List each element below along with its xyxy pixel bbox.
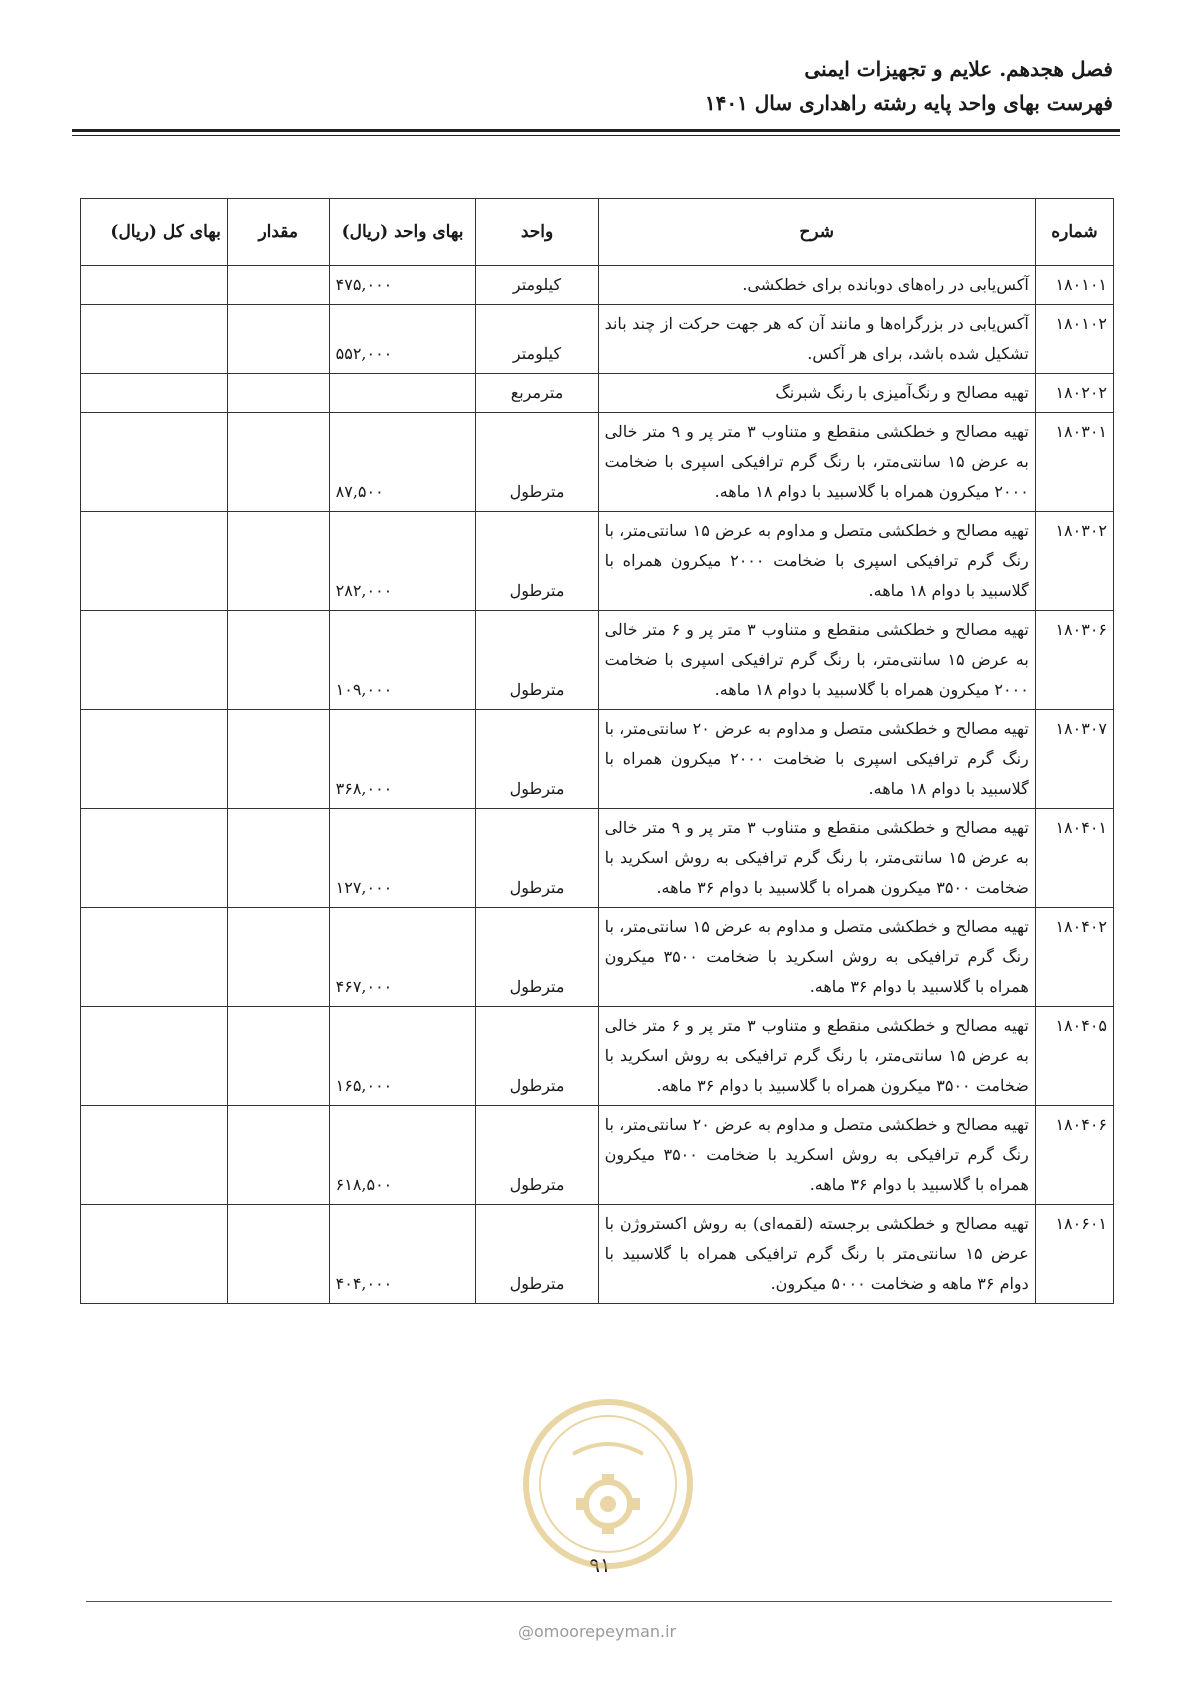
item-quantity bbox=[227, 908, 329, 1007]
item-description: تهیه مصالح و خطکشی منقطع و متناوب ۳ متر پر و ۶ متر خالی به عرض ۱۵ سانتی‌متر، با رنگ گرم ترافیکی به روش اسکرید با ضخامت ۳۵۰۰ میکرون همراه با گلاسبید با دوام ۳۶ ماهه. bbox=[598, 1007, 1035, 1106]
item-unit-price bbox=[329, 374, 476, 413]
item-unit-price: ۳۶۸,۰۰۰ bbox=[329, 710, 476, 809]
item-unit: مترمربع bbox=[476, 374, 598, 413]
item-total-price bbox=[81, 1205, 228, 1304]
item-unit-price: ۱۶۵,۰۰۰ bbox=[329, 1007, 476, 1106]
item-quantity bbox=[227, 611, 329, 710]
item-description: تهیه مصالح و خطکشی متصل و مداوم به عرض ۲۰ سانتی‌متر، با رنگ گرم ترافیکی به روش اسکرید با ضخامت ۳۵۰۰ میکرون همراه با گلاسبید با دوام ۳۶ ماهه. bbox=[598, 1106, 1035, 1205]
item-unit-price: ۸۷,۵۰۰ bbox=[329, 413, 476, 512]
table-row bbox=[81, 266, 1114, 305]
item-unit-price: ۵۵۲,۰۰۰ bbox=[329, 305, 476, 374]
item-description: تهیه مصالح و خطکشی متصل و مداوم به عرض ۱۵ سانتی‌متر، با رنگ گرم ترافیکی اسپری با ضخامت ۲۰۰۰ میکرون همراه با گلاسبید با دوام ۱۸ ماهه. bbox=[598, 512, 1035, 611]
item-description: آکس‌یابی در بزرگراه‌ها و مانند آن که هر جهت حرکت از چند باند تشکیل شده باشد، برای هر آکس. bbox=[598, 305, 1035, 374]
item-number: ۱۸۰۱۰۲ bbox=[1035, 305, 1113, 374]
item-unit-price: ۴۶۷,۰۰۰ bbox=[329, 908, 476, 1007]
header-unit-price: بهای واحد (ریال) bbox=[329, 199, 476, 266]
item-unit: مترطول bbox=[476, 1106, 598, 1205]
table-row bbox=[81, 1007, 1114, 1106]
item-unit-price: ۶۱۸,۵۰۰ bbox=[329, 1106, 476, 1205]
item-description: تهیه مصالح و رنگ‌آمیزی با رنگ شبرنگ bbox=[598, 374, 1035, 413]
item-unit-price: ۴۷۵,۰۰۰ bbox=[329, 266, 476, 305]
item-unit-price: ۲۸۲,۰۰۰ bbox=[329, 512, 476, 611]
item-unit: کیلومتر bbox=[476, 305, 598, 374]
chapter-title: فصل هجدهم. علایم و تجهیزات ایمنی bbox=[804, 57, 1113, 81]
item-number: ۱۸۰۳۰۶ bbox=[1035, 611, 1113, 710]
item-number: ۱۸۰۴۰۱ bbox=[1035, 809, 1113, 908]
header-number: شماره bbox=[1035, 199, 1113, 266]
header-unit: واحد bbox=[476, 199, 598, 266]
item-total-price bbox=[81, 413, 228, 512]
price-list-title: فهرست بهای واحد پایه رشته راهداری سال ۱۴۰۱ bbox=[704, 91, 1113, 115]
table-row bbox=[81, 512, 1114, 611]
item-unit: مترطول bbox=[476, 908, 598, 1007]
header-quantity: مقدار bbox=[227, 199, 329, 266]
item-number: ۱۸۰۳۰۲ bbox=[1035, 512, 1113, 611]
item-number: ۱۸۰۴۰۵ bbox=[1035, 1007, 1113, 1106]
table-row bbox=[81, 710, 1114, 809]
item-quantity bbox=[227, 1007, 329, 1106]
header-description: شرح bbox=[598, 199, 1035, 266]
item-description: تهیه مصالح و خطکشی منقطع و متناوب ۳ متر پر و ۹ متر خالی به عرض ۱۵ سانتی‌متر، با رنگ گرم ترافیکی به روش اسکرید با ضخامت ۳۵۰۰ میکرون همراه با گلاسبید با دوام ۳۶ ماهه. bbox=[598, 809, 1035, 908]
item-quantity bbox=[227, 374, 329, 413]
item-description: آکس‌یابی در راه‌های دوبانده برای خطکشی. bbox=[598, 266, 1035, 305]
item-number: ۱۸۰۳۰۷ bbox=[1035, 710, 1113, 809]
item-number: ۱۸۰۲۰۲ bbox=[1035, 374, 1113, 413]
item-unit: مترطول bbox=[476, 413, 598, 512]
table-row bbox=[81, 305, 1114, 374]
header-rule-thin bbox=[72, 135, 1120, 136]
item-total-price bbox=[81, 305, 228, 374]
price-table bbox=[80, 198, 1114, 1304]
item-total-price bbox=[81, 710, 228, 809]
item-total-price bbox=[81, 1007, 228, 1106]
footer-rule bbox=[86, 1601, 1112, 1602]
item-unit: مترطول bbox=[476, 611, 598, 710]
item-total-price bbox=[81, 908, 228, 1007]
item-description: تهیه مصالح و خطکشی برجسته (لقمه‌ای) به روش اکستروژن با عرض ۱۵ سانتی‌متر با رنگ گرم ترافیکی همراه با گلاسبید با دوام ۳۶ ماهه و ضخامت ۵۰۰۰ میکرون. bbox=[598, 1205, 1035, 1304]
item-quantity bbox=[227, 1205, 329, 1304]
table-row bbox=[81, 809, 1114, 908]
item-unit: مترطول bbox=[476, 710, 598, 809]
item-number: ۱۸۰۴۰۶ bbox=[1035, 1106, 1113, 1205]
item-total-price bbox=[81, 266, 228, 305]
item-total-price bbox=[81, 512, 228, 611]
item-unit: مترطول bbox=[476, 1007, 598, 1106]
item-unit: مترطول bbox=[476, 1205, 598, 1304]
item-unit-price: ۴۰۴,۰۰۰ bbox=[329, 1205, 476, 1304]
table-row bbox=[81, 611, 1114, 710]
item-total-price bbox=[81, 611, 228, 710]
table-row bbox=[81, 1205, 1114, 1304]
page-header bbox=[73, 52, 1113, 120]
item-unit-price: ۱۰۹,۰۰۰ bbox=[329, 611, 476, 710]
item-number: ۱۸۰۶۰۱ bbox=[1035, 1205, 1113, 1304]
site-watermark-text: @omoorepeyman.ir bbox=[518, 1622, 677, 1641]
item-total-price bbox=[81, 809, 228, 908]
item-quantity bbox=[227, 809, 329, 908]
item-quantity bbox=[227, 413, 329, 512]
item-unit-price: ۱۲۷,۰۰۰ bbox=[329, 809, 476, 908]
table-row bbox=[81, 374, 1114, 413]
item-unit: کیلومتر bbox=[476, 266, 598, 305]
item-quantity bbox=[227, 512, 329, 611]
item-number: ۱۸۰۴۰۲ bbox=[1035, 908, 1113, 1007]
item-quantity bbox=[227, 305, 329, 374]
page-number: ۹۱ bbox=[589, 1553, 611, 1577]
table-row bbox=[81, 413, 1114, 512]
item-quantity bbox=[227, 266, 329, 305]
header-total-price: بهای کل (ریال) bbox=[81, 199, 228, 266]
item-quantity bbox=[227, 710, 329, 809]
item-unit: مترطول bbox=[476, 512, 598, 611]
item-number: ۱۸۰۳۰۱ bbox=[1035, 413, 1113, 512]
item-description: تهیه مصالح و خطکشی متصل و مداوم به عرض ۲۰ سانتی‌متر، با رنگ گرم ترافیکی اسپری با ضخامت ۲۰۰۰ میکرون همراه با گلاسبید با دوام ۱۸ ماهه. bbox=[598, 710, 1035, 809]
item-description: تهیه مصالح و خطکشی منقطع و متناوب ۳ متر پر و ۹ متر خالی به عرض ۱۵ سانتی‌متر، با رنگ گرم ترافیکی اسپری با ضخامت ۲۰۰۰ میکرون همراه با گلاسبید با دوام ۱۸ ماهه. bbox=[598, 413, 1035, 512]
item-quantity bbox=[227, 1106, 329, 1205]
table-row bbox=[81, 1106, 1114, 1205]
table-header-row bbox=[81, 199, 1114, 266]
item-total-price bbox=[81, 374, 228, 413]
publisher-logo-watermark bbox=[518, 1394, 698, 1574]
item-number: ۱۸۰۱۰۱ bbox=[1035, 266, 1113, 305]
item-total-price bbox=[81, 1106, 228, 1205]
header-rule-thick bbox=[72, 129, 1120, 132]
item-unit: مترطول bbox=[476, 809, 598, 908]
table-row bbox=[81, 908, 1114, 1007]
item-description: تهیه مصالح و خطکشی متصل و مداوم به عرض ۱۵ سانتی‌متر، با رنگ گرم ترافیکی به روش اسکرید با ضخامت ۳۵۰۰ میکرون همراه با گلاسبید با دوام ۳۶ ماهه. bbox=[598, 908, 1035, 1007]
item-description: تهیه مصالح و خطکشی منقطع و متناوب ۳ متر پر و ۶ متر خالی به عرض ۱۵ سانتی‌متر، با رنگ گرم ترافیکی اسپری با ضخامت ۲۰۰۰ میکرون همراه با گلاسبید با دوام ۱۸ ماهه. bbox=[598, 611, 1035, 710]
